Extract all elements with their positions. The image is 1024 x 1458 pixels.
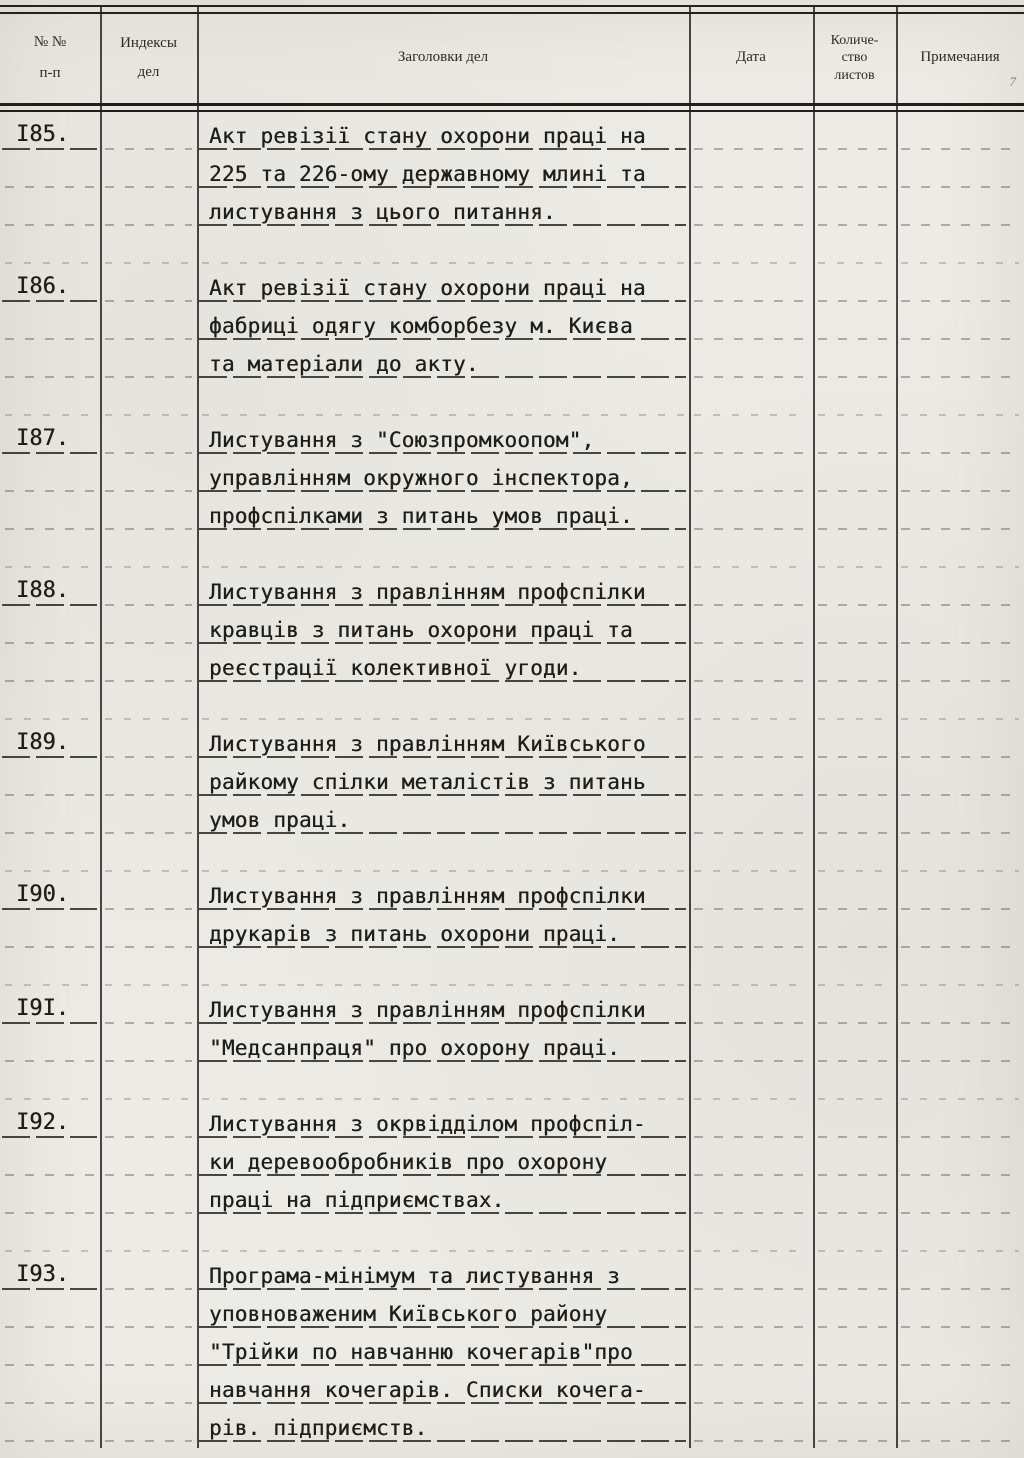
date-cell [689, 268, 813, 306]
notes-cell [896, 116, 1024, 154]
title-cell: профспілками з питань умов праці. [197, 496, 689, 534]
sheets-cell [813, 458, 896, 496]
entry-line-row [0, 876, 1024, 914]
number-cell [0, 230, 100, 268]
entry-line-row [0, 268, 1024, 306]
date-cell [689, 382, 813, 420]
date-cell [689, 1218, 813, 1256]
date-cell [689, 838, 813, 876]
entry-line-row [0, 1180, 1024, 1218]
header-sheets-line1: Количе- [830, 32, 879, 48]
sheets-cell [813, 344, 896, 382]
column-divider-4 [813, 6, 815, 1448]
sheets-cell [813, 762, 896, 800]
spacer-row [0, 534, 1024, 572]
title-cell: листування з цього питання. [197, 192, 689, 230]
number-cell: I93. [0, 1256, 100, 1294]
notes-cell [896, 914, 1024, 952]
notes-cell [896, 382, 1024, 420]
header-sheets-line3: листов [834, 67, 875, 83]
header-sheets-line2: ство [841, 50, 868, 66]
sheets-cell [813, 1256, 896, 1294]
date-cell [689, 1446, 813, 1458]
notes-cell [896, 1142, 1024, 1180]
date-cell [689, 344, 813, 382]
title-cell: "Медсанпраця" про охорону праці. [197, 1028, 689, 1066]
index-cell [100, 1294, 197, 1332]
title-cell [197, 230, 689, 268]
page-number: 7 [1009, 74, 1016, 90]
index-cell [100, 1332, 197, 1370]
notes-cell [896, 990, 1024, 1028]
index-cell [100, 382, 197, 420]
sheets-cell [813, 154, 896, 192]
number-cell: I87. [0, 420, 100, 458]
date-cell [689, 1104, 813, 1142]
title-cell [197, 382, 689, 420]
spacer-row [0, 838, 1024, 876]
header-col-notes [896, 13, 1024, 103]
index-cell [100, 572, 197, 610]
title-cell: Листування з правлінням профспілки [197, 876, 689, 914]
header-col-number [0, 13, 100, 103]
sheets-cell [813, 914, 896, 952]
date-cell [689, 1294, 813, 1332]
index-cell [100, 914, 197, 952]
title-cell [197, 838, 689, 876]
sheets-cell [813, 610, 896, 648]
notes-cell [896, 648, 1024, 686]
date-cell [689, 1256, 813, 1294]
number-cell: I92. [0, 1104, 100, 1142]
entry-line-row [0, 724, 1024, 762]
index-cell [100, 1066, 197, 1104]
notes-cell [896, 534, 1024, 572]
column-divider-5 [896, 6, 898, 1448]
title-cell: Листування з правлінням профспілки [197, 990, 689, 1028]
notes-cell [896, 1256, 1024, 1294]
notes-cell [896, 724, 1024, 762]
header-col-sheets [813, 13, 896, 103]
index-cell [100, 686, 197, 724]
entry-line-row [0, 572, 1024, 610]
date-cell [689, 648, 813, 686]
sheets-cell [813, 1446, 896, 1458]
sheets-cell [813, 382, 896, 420]
index-cell [100, 1028, 197, 1066]
title-cell: реєстрації колективної угоди. [197, 648, 689, 686]
entry-line-row [0, 458, 1024, 496]
number-cell [0, 1370, 100, 1408]
number-cell: I89. [0, 724, 100, 762]
date-cell [689, 914, 813, 952]
sheets-cell [813, 648, 896, 686]
spacer-row [0, 1218, 1024, 1256]
sheets-cell [813, 230, 896, 268]
date-cell [689, 192, 813, 230]
entry-line-row [0, 1104, 1024, 1142]
number-cell [0, 1028, 100, 1066]
date-cell [689, 610, 813, 648]
number-cell [0, 1180, 100, 1218]
spacer-row [0, 686, 1024, 724]
number-cell [0, 154, 100, 192]
number-cell [0, 648, 100, 686]
date-cell [689, 1332, 813, 1370]
notes-cell [896, 496, 1024, 534]
number-cell [0, 762, 100, 800]
sheets-cell [813, 1104, 896, 1142]
index-cell [100, 268, 197, 306]
title-cell: умов праці. [197, 800, 689, 838]
notes-cell [896, 192, 1024, 230]
sheets-cell [813, 876, 896, 914]
index-cell [100, 724, 197, 762]
entry-line-row [0, 306, 1024, 344]
number-cell [0, 838, 100, 876]
index-cell [100, 116, 197, 154]
date-cell [689, 420, 813, 458]
entry-line-row [0, 610, 1024, 648]
index-cell [100, 876, 197, 914]
title-cell: Листування з правлінням Київського [197, 724, 689, 762]
header-notes-label: Примечания [920, 49, 1000, 66]
title-cell [197, 686, 689, 724]
index-cell [100, 648, 197, 686]
number-cell [0, 192, 100, 230]
date-cell [689, 1180, 813, 1218]
date-cell [689, 116, 813, 154]
title-cell [197, 1066, 689, 1104]
number-cell [0, 382, 100, 420]
sheets-cell [813, 1142, 896, 1180]
header-index-line2: дел [137, 64, 160, 80]
date-cell [689, 1370, 813, 1408]
spacer-row [0, 1066, 1024, 1104]
title-cell [197, 534, 689, 572]
index-cell [100, 1218, 197, 1256]
number-cell [0, 1294, 100, 1332]
entry-line-row [0, 1408, 1024, 1446]
title-cell: кравців з питань охорони праці та [197, 610, 689, 648]
title-cell: райкому спілки металістів з питань [197, 762, 689, 800]
date-cell [689, 230, 813, 268]
number-cell [0, 496, 100, 534]
entry-line-row [0, 990, 1024, 1028]
notes-cell [896, 838, 1024, 876]
sheets-cell [813, 420, 896, 458]
notes-cell [896, 268, 1024, 306]
header-bottom-double-rule [0, 103, 1024, 112]
title-cell: Програма-мінімум та листування з [197, 1256, 689, 1294]
entry-line-row [0, 1370, 1024, 1408]
sheets-cell [813, 534, 896, 572]
sheets-cell [813, 1028, 896, 1066]
title-cell: рів. підприємств. [197, 1408, 689, 1446]
index-cell [100, 1370, 197, 1408]
date-cell [689, 686, 813, 724]
notes-cell [896, 1332, 1024, 1370]
number-cell [0, 534, 100, 572]
sheets-cell [813, 1332, 896, 1370]
number-cell [0, 800, 100, 838]
entry-line-row [0, 496, 1024, 534]
notes-cell [896, 952, 1024, 990]
title-cell: праці на підприємствах. [197, 1180, 689, 1218]
number-cell [0, 306, 100, 344]
notes-cell [896, 458, 1024, 496]
header-title-label: Заголовки дел [397, 49, 489, 66]
index-cell [100, 154, 197, 192]
header-number-line2: п-п [39, 65, 61, 81]
index-cell [100, 1180, 197, 1218]
index-cell [100, 230, 197, 268]
number-cell: I85. [0, 116, 100, 154]
index-cell [100, 762, 197, 800]
index-cell [100, 306, 197, 344]
sheets-cell [813, 952, 896, 990]
index-cell [100, 1256, 197, 1294]
number-cell [0, 1218, 100, 1256]
number-cell [0, 1332, 100, 1370]
index-cell [100, 534, 197, 572]
number-cell [0, 344, 100, 382]
entry-line-row [0, 762, 1024, 800]
sheets-cell [813, 686, 896, 724]
index-cell [100, 990, 197, 1028]
entry-line-row [0, 800, 1024, 838]
sheets-cell [813, 116, 896, 154]
sheets-cell [813, 1370, 896, 1408]
number-cell: I9I. [0, 990, 100, 1028]
notes-cell [896, 1180, 1024, 1218]
number-cell: I88. [0, 572, 100, 610]
date-cell [689, 306, 813, 344]
entry-line-row [0, 1294, 1024, 1332]
notes-cell [896, 154, 1024, 192]
title-cell [197, 952, 689, 990]
date-cell [689, 572, 813, 610]
date-cell [689, 876, 813, 914]
entry-line-row [0, 1028, 1024, 1066]
index-cell [100, 1408, 197, 1446]
notes-cell [896, 230, 1024, 268]
title-cell [197, 1218, 689, 1256]
number-cell [0, 914, 100, 952]
sheets-cell [813, 1294, 896, 1332]
date-cell [689, 762, 813, 800]
title-cell [197, 1446, 689, 1458]
header-number-line1: № № [33, 33, 67, 50]
number-cell: I86. [0, 268, 100, 306]
sheets-cell [813, 1066, 896, 1104]
column-divider-1 [100, 6, 102, 1448]
number-cell [0, 952, 100, 990]
notes-cell [896, 1408, 1024, 1446]
title-cell: Акт ревізії стану охорони праці на [197, 268, 689, 306]
date-cell [689, 800, 813, 838]
notes-cell [896, 762, 1024, 800]
title-cell: друкарів з питань охорони праці. [197, 914, 689, 952]
spacer-row [0, 382, 1024, 420]
title-cell: управлінням окружного інспектора, [197, 458, 689, 496]
sheets-cell [813, 306, 896, 344]
entry-line-row [0, 420, 1024, 458]
table-body [0, 116, 1024, 1458]
sheets-cell [813, 496, 896, 534]
entry-line-row [0, 1256, 1024, 1294]
entry-line-row [0, 1332, 1024, 1370]
title-cell: 225 та 226-ому державному млині та [197, 154, 689, 192]
header-col-title [197, 13, 689, 103]
number-cell [0, 1446, 100, 1458]
date-cell [689, 154, 813, 192]
notes-cell [896, 420, 1024, 458]
entry-line-row [0, 154, 1024, 192]
header-col-index [100, 13, 197, 103]
date-cell [689, 458, 813, 496]
spacer-row [0, 952, 1024, 990]
index-cell [100, 952, 197, 990]
notes-cell [896, 1066, 1024, 1104]
date-cell [689, 952, 813, 990]
sheets-cell [813, 800, 896, 838]
notes-cell [896, 1446, 1024, 1458]
number-cell [0, 686, 100, 724]
sheets-cell [813, 1218, 896, 1256]
spacer-row [0, 1446, 1024, 1458]
title-cell: Акт ревізії стану охорони праці на [197, 116, 689, 154]
number-cell [0, 1408, 100, 1446]
index-cell [100, 344, 197, 382]
notes-cell [896, 306, 1024, 344]
column-divider-3 [689, 6, 691, 1448]
entry-line-row [0, 648, 1024, 686]
date-cell [689, 990, 813, 1028]
date-cell [689, 1142, 813, 1180]
notes-cell [896, 1370, 1024, 1408]
number-cell [0, 458, 100, 496]
entry-line-row [0, 344, 1024, 382]
title-cell: ки деревообробників про охорону [197, 1142, 689, 1180]
title-cell: уповноваженим Київського району [197, 1294, 689, 1332]
notes-cell [896, 1294, 1024, 1332]
index-cell [100, 192, 197, 230]
index-cell [100, 610, 197, 648]
notes-cell [896, 800, 1024, 838]
entry-line-row [0, 116, 1024, 154]
sheets-cell [813, 990, 896, 1028]
title-cell: навчання кочегарів. Списки кочега- [197, 1370, 689, 1408]
sheets-cell [813, 192, 896, 230]
index-cell [100, 1142, 197, 1180]
title-cell: фабриці одягу комборбезу м. Києва [197, 306, 689, 344]
notes-cell [896, 686, 1024, 724]
entry-line-row [0, 192, 1024, 230]
number-cell: I90. [0, 876, 100, 914]
title-cell: Листування з "Союзпромкоопом", [197, 420, 689, 458]
index-cell [100, 496, 197, 534]
notes-cell [896, 610, 1024, 648]
notes-cell [896, 1028, 1024, 1066]
index-cell [100, 420, 197, 458]
number-cell [0, 1066, 100, 1104]
header-col-date [689, 13, 813, 103]
date-cell [689, 1408, 813, 1446]
number-cell [0, 610, 100, 648]
sheets-cell [813, 1180, 896, 1218]
notes-cell [896, 1104, 1024, 1142]
index-cell [100, 458, 197, 496]
index-cell [100, 838, 197, 876]
notes-cell [896, 344, 1024, 382]
notes-cell [896, 572, 1024, 610]
sheets-cell [813, 572, 896, 610]
notes-cell [896, 1218, 1024, 1256]
title-cell: "Трійки по навчанню кочегарів"про [197, 1332, 689, 1370]
index-cell [100, 1446, 197, 1458]
date-cell [689, 1028, 813, 1066]
column-divider-2 [197, 6, 199, 1448]
table-header [0, 13, 1024, 103]
date-cell [689, 724, 813, 762]
title-cell: Листування з правлінням профспілки [197, 572, 689, 610]
sheets-cell [813, 838, 896, 876]
title-cell: та матеріали до акту. [197, 344, 689, 382]
entry-line-row [0, 914, 1024, 952]
date-cell [689, 1066, 813, 1104]
sheets-cell [813, 268, 896, 306]
index-cell [100, 1104, 197, 1142]
sheets-cell [813, 724, 896, 762]
header-date-label: Дата [736, 49, 766, 66]
spacer-row [0, 230, 1024, 268]
date-cell [689, 496, 813, 534]
notes-cell [896, 876, 1024, 914]
index-cell [100, 800, 197, 838]
number-cell [0, 1142, 100, 1180]
date-cell [689, 534, 813, 572]
sheets-cell [813, 1408, 896, 1446]
header-index-line1: Индексы [120, 34, 177, 51]
title-cell: Листування з окрвідділом профспіл- [197, 1104, 689, 1142]
entry-line-row [0, 1142, 1024, 1180]
